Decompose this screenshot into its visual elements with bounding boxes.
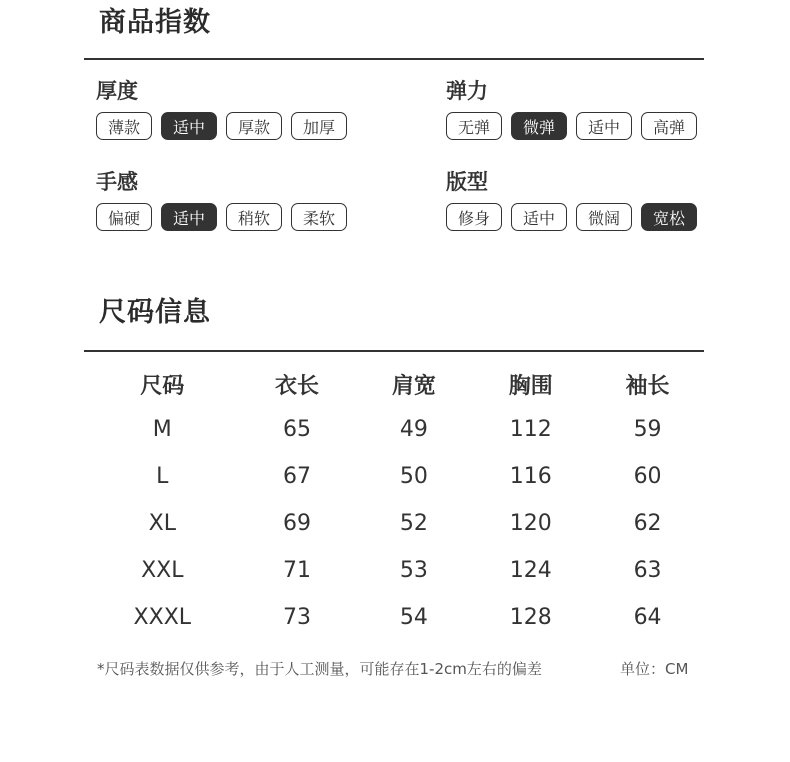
attr-label: 弹力 xyxy=(446,79,488,103)
chip-option-selected: 宽松 xyxy=(641,203,697,231)
cell-length: 65 xyxy=(283,417,312,442)
chip-row xyxy=(96,203,366,231)
chip-option: 偏硬 xyxy=(96,203,152,231)
chip-option: 适中 xyxy=(511,203,567,231)
attr-label: 手感 xyxy=(96,170,138,194)
chip-option-selected: 适中 xyxy=(161,112,217,140)
cell-chest: 128 xyxy=(509,605,552,630)
attr-label: 厚度 xyxy=(96,79,138,103)
product-index-title: 商品指数 xyxy=(99,7,211,38)
chip-option: 微阔 xyxy=(576,203,632,231)
cell-shoulder: 49 xyxy=(399,417,428,442)
cell-size: XL xyxy=(148,511,176,536)
chip-option: 加厚 xyxy=(291,112,347,140)
size-disclaimer-note: *尺码表数据仅供参考，由于人工测量，可能存在1-2cm左右的偏差 xyxy=(97,660,542,678)
chip-option: 柔软 xyxy=(291,203,347,231)
chip-option: 薄款 xyxy=(96,112,152,140)
chip-row xyxy=(446,203,716,231)
table-row xyxy=(86,500,706,547)
chip-option-selected: 微弹 xyxy=(511,112,567,140)
cell-length: 67 xyxy=(283,464,312,489)
header-chest: 胸围 xyxy=(508,373,553,399)
cell-length: 71 xyxy=(283,558,312,583)
header-shoulder: 肩宽 xyxy=(391,373,436,399)
cell-shoulder: 54 xyxy=(399,605,428,630)
cell-sleeve: 62 xyxy=(633,511,662,536)
size-info-title: 尺码信息 xyxy=(99,297,211,328)
chip-option-selected: 适中 xyxy=(161,203,217,231)
size-table-header-row xyxy=(86,362,706,406)
cell-chest: 112 xyxy=(509,417,552,442)
chip-row xyxy=(446,112,716,140)
table-row xyxy=(86,406,706,453)
table-row xyxy=(86,594,706,641)
table-row xyxy=(86,453,706,500)
attr-label: 版型 xyxy=(446,170,488,194)
chip-option: 厚款 xyxy=(226,112,282,140)
product-index-divider xyxy=(84,58,704,60)
cell-shoulder: 52 xyxy=(399,511,428,536)
cell-size: M xyxy=(152,417,172,442)
cell-shoulder: 53 xyxy=(399,558,428,583)
header-length: 衣长 xyxy=(275,373,320,399)
size-info-divider xyxy=(84,350,704,352)
cell-size: XXL xyxy=(141,558,184,583)
attr-group-thickness xyxy=(96,78,366,140)
cell-length: 69 xyxy=(283,511,312,536)
attr-group-elasticity xyxy=(446,78,716,140)
cell-chest: 116 xyxy=(509,464,552,489)
cell-shoulder: 50 xyxy=(399,464,428,489)
size-table xyxy=(86,362,706,641)
header-size: 尺码 xyxy=(140,373,185,399)
cell-chest: 120 xyxy=(509,511,552,536)
chip-option: 修身 xyxy=(446,203,502,231)
chip-option: 无弹 xyxy=(446,112,502,140)
cell-sleeve: 59 xyxy=(633,417,662,442)
attr-group-hand-feel xyxy=(96,169,366,231)
header-sleeve: 袖长 xyxy=(625,373,670,399)
attr-group-fit xyxy=(446,169,716,231)
table-row xyxy=(86,547,706,594)
size-unit-label: 单位：CM xyxy=(620,660,689,678)
cell-size: XXXL xyxy=(133,605,192,630)
cell-size: L xyxy=(156,464,169,489)
cell-chest: 124 xyxy=(509,558,552,583)
chip-row xyxy=(96,112,366,140)
chip-option: 适中 xyxy=(576,112,632,140)
chip-option: 稍软 xyxy=(226,203,282,231)
cell-length: 73 xyxy=(283,605,312,630)
cell-sleeve: 64 xyxy=(633,605,662,630)
cell-sleeve: 63 xyxy=(633,558,662,583)
cell-sleeve: 60 xyxy=(633,464,662,489)
chip-option: 高弹 xyxy=(641,112,697,140)
